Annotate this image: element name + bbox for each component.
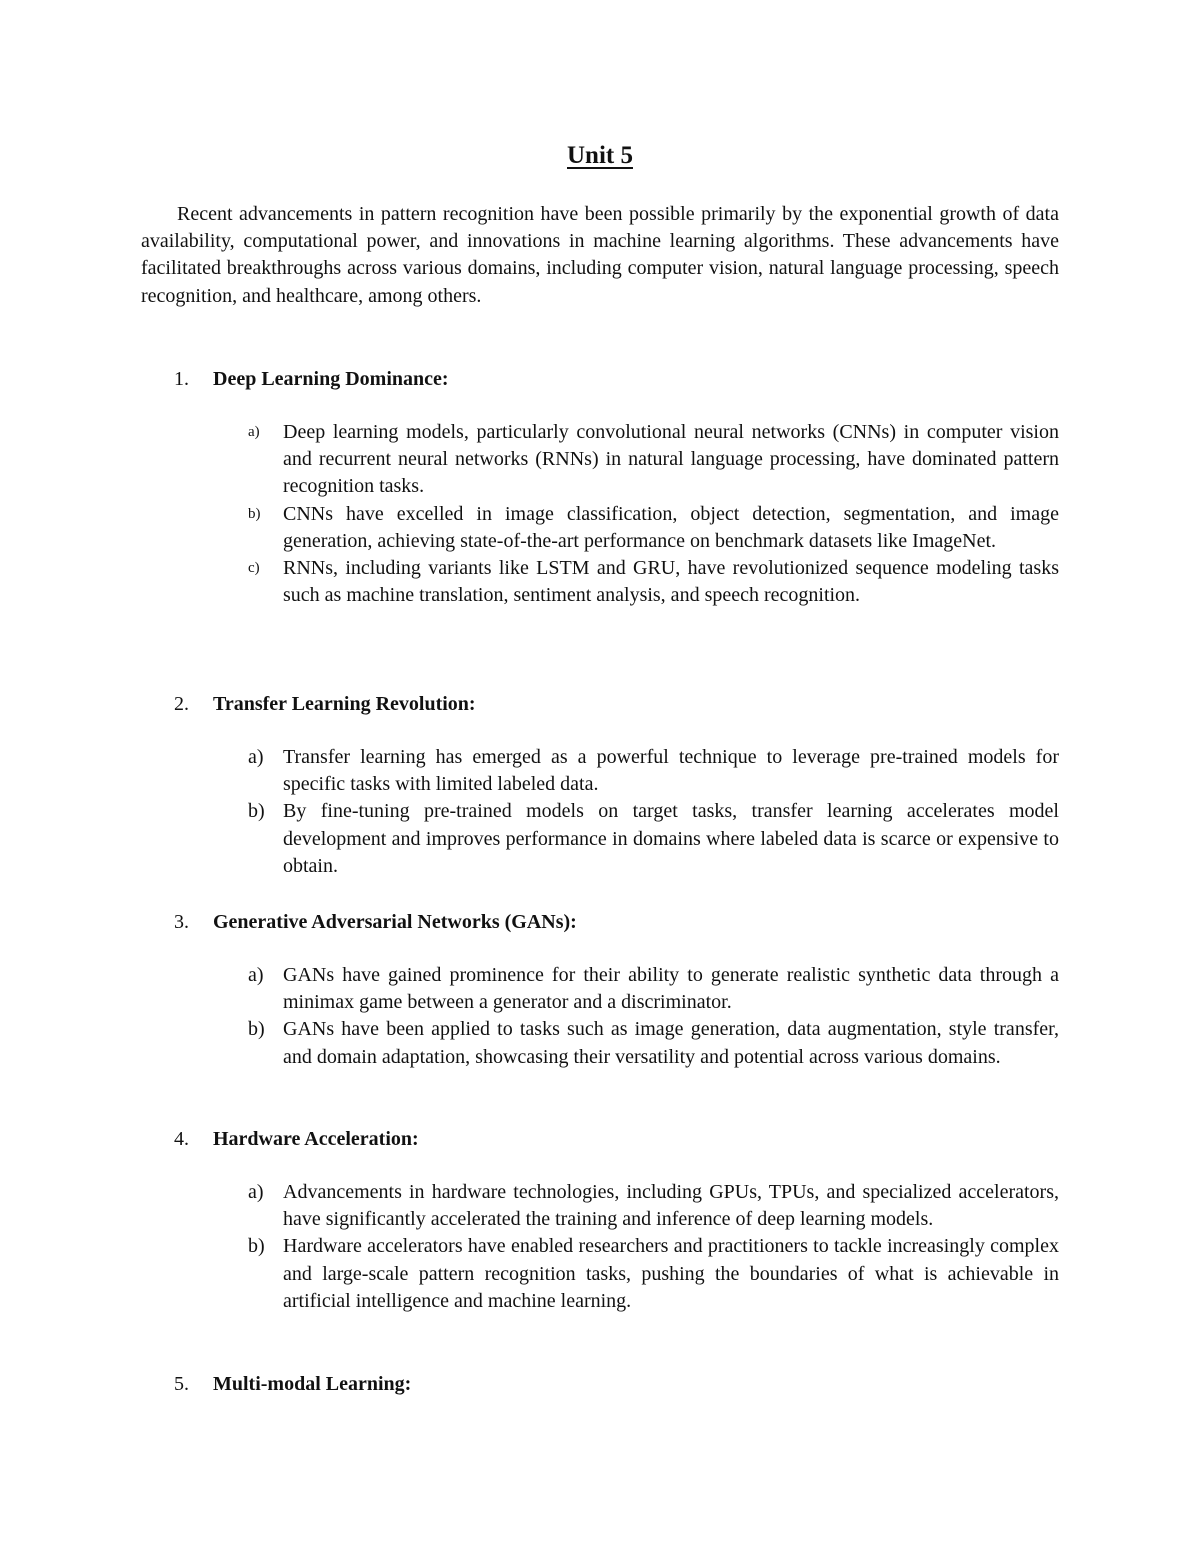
item-text: RNNs, including variants like LSTM and GRU, have revolutionized sequence modeling tasks such as machine translation, sentiment analysis, and speech recognition. [283, 557, 1059, 607]
section-heading [141, 1370, 1059, 1398]
list-item [141, 419, 1059, 501]
section-heading [141, 690, 1059, 718]
item-marker: b) [248, 1235, 265, 1258]
item-marker: b) [248, 800, 265, 823]
item-text: By fine-tuning pre-trained models on target tasks, transfer learning accelerates model development and improves performance in domains where labeled data is scarce or expensive to obtain. [283, 800, 1059, 877]
intro-paragraph: Recent advancements in pattern recognition have been possible primarily by the exponential growth of data availability, computational power, and innovations in machine learning algorithms. These advancements have facilitated breakthroughs across various domains, including computer vision, natural language processing, speech recognition, and healthcare, among others. [141, 203, 1059, 307]
section-multimodal-learning [141, 1370, 1059, 1398]
section-number: 4. [174, 1128, 189, 1150]
item-text: Advancements in hardware technologies, including GPUs, TPUs, and specialized accelerators, have significantly accelerated the training and inference of deep learning models. [283, 1181, 1059, 1231]
section-title: Multi-modal Learning: [213, 1373, 412, 1395]
item-text: Deep learning models, particularly convolutional neural networks (CNNs) in computer vision and recurrent neural networks (RNNs) in natural language processing, have dominated pattern recognition tasks. [283, 421, 1059, 498]
list-item [141, 1016, 1059, 1070]
section-heading [141, 1125, 1059, 1153]
section-item-list [141, 1179, 1059, 1315]
section-item-list [141, 744, 1059, 880]
list-item [141, 962, 1059, 1016]
item-text: Hardware accelerators have enabled researchers and practitioners to tackle increasingly complex and large-scale pattern recognition tasks, pushing the boundaries of what is achievable in artificial intelligence and machine learning. [283, 1235, 1059, 1312]
list-item [141, 798, 1059, 880]
section-heading [141, 365, 1059, 393]
section-title: Deep Learning Dominance: [213, 368, 449, 390]
section-heading [141, 908, 1059, 936]
item-text: CNNs have excelled in image classification, object detection, segmentation, and image generation, achieving state-of-the-art performance on benchmark datasets like ImageNet. [283, 502, 1059, 552]
list-item [141, 555, 1059, 609]
section-number: 5. [174, 1373, 189, 1395]
section-item-list [141, 419, 1059, 609]
item-text: GANs have been applied to tasks such as image generation, data augmentation, style transfer, and domain adaptation, showcasing their versatility and potential across various domains. [283, 1018, 1059, 1068]
section-item-list [141, 962, 1059, 1071]
section-title: Generative Adversarial Networks (GANs): [213, 911, 577, 933]
section-number: 3. [174, 911, 189, 933]
section-gans [141, 908, 1059, 1071]
list-item [141, 744, 1059, 798]
list-item [141, 501, 1059, 555]
page-title: Unit 5 [567, 142, 633, 169]
item-marker: a) [248, 964, 264, 986]
item-marker: b) [248, 505, 261, 522]
section-title: Transfer Learning Revolution: [213, 693, 476, 715]
item-marker: c) [248, 560, 260, 577]
list-item [141, 1233, 1059, 1315]
item-marker: a) [248, 1181, 264, 1203]
item-marker: b) [248, 1018, 265, 1041]
section-title: Hardware Acceleration: [213, 1128, 419, 1150]
list-item [141, 1179, 1059, 1233]
item-marker: a) [248, 424, 260, 440]
section-transfer-learning [141, 690, 1059, 880]
item-text: GANs have gained prominence for their ability to generate realistic synthetic data through a minimax game between a generator and a discriminator. [283, 964, 1059, 1014]
section-hardware-acceleration [141, 1125, 1059, 1315]
section-number: 1. [174, 368, 189, 390]
section-number: 2. [174, 693, 189, 715]
item-marker: a) [248, 746, 264, 768]
section-deep-learning [141, 365, 1059, 609]
item-text: Transfer learning has emerged as a powerful technique to leverage pre-trained models for specific tasks with limited labeled data. [283, 746, 1059, 796]
